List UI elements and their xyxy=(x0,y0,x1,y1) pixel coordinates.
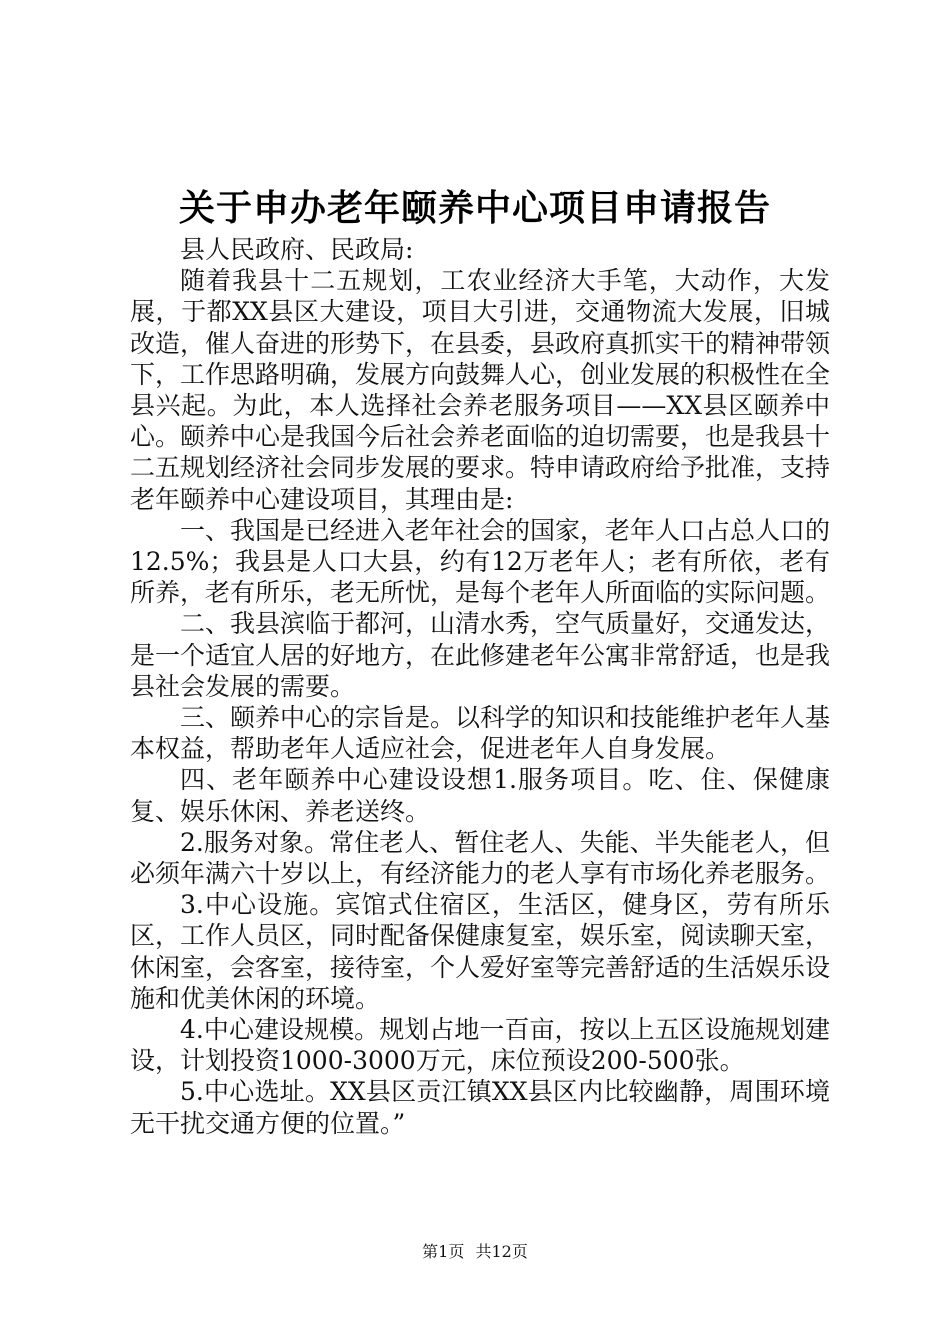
body-paragraph-reason-4: 四、老年颐养中心建设设想1.服务项目。吃、住、保健康复、娱乐休闲、养老送终。 xyxy=(130,765,830,826)
body-paragraph-item-4: 4.中心建设规模。规划占地一百亩，按以上五区设施规划建设，计划投资1000-3000万元，床位预设200-500张。 xyxy=(130,1015,830,1076)
body-paragraph-item-2: 2.服务对象。常住老人、暂住老人、失能、半失能老人，但必须年满六十岁以上，有经济能力的老人享有市场化养老服务。 xyxy=(130,827,831,889)
page-total: 共12页 xyxy=(475,1242,528,1261)
body-paragraph-reason-2: 二、我县滨临于都河，山清水秀，空气质量好，交通发达，是一个适宜人居的好地方，在此修建老年公寓非常舒适，也是我县社会发展的需要。 xyxy=(130,609,831,701)
page-number: 第1页 xyxy=(422,1242,465,1261)
body-paragraph-item-5: 5.中心选址。XX县区贡江镇XX县区内比较幽静，周围环境无干扰交通方便的位置。” xyxy=(130,1077,830,1138)
document-body xyxy=(130,234,830,1139)
body-paragraph-item-3: 3.中心设施。宾馆式住宿区，生活区，健身区，劳有所乐区，工作人员区，同时配备保健康复室，娱乐室，阅读聊天室，休闲室，会客室，接待室，个人爱好室等完善舒适的生活娱乐设施和优美休闲的环境。 xyxy=(130,890,831,1013)
body-paragraph-reason-1: 一、我国是已经进入老年社会的国家，老年人口占总人口的12.5%；我县是人口大县，约有12万老年人；老有所依，老有所养，老有所乐，老无所忧，是每个老年人所面临的实际问题。 xyxy=(130,515,831,608)
page-footer xyxy=(0,1240,950,1264)
document-title: 关于申办老年颐养中心项目申请报告 xyxy=(178,187,771,229)
salutation: 县人民政府、民政局: xyxy=(180,235,414,264)
body-paragraph-intro: 随着我县十二五规划，工农业经济大手笔，大动作，大发展，于都XX县区大建设，项目大引进，交通物流大发展，旧城改造，催人奋进的形势下，在县委，县政府真抓实干的精神带领下，工作思路明确，发展方向鼓舞人心，创业发展的积极性在全县兴起。为此，本人选择社会养老服务项目——XX县区颐养中心。颐养中心是我国今后社会养老面临的迫切需要，也是我县十二五规划经济社会同步发展的要求。特申请政府给予批准，支持老年颐养中心建设项目，其理由是: xyxy=(130,266,831,514)
body-paragraph-reason-3: 三、颐养中心的宗旨是。以科学的知识和技能维护老年人基本权益，帮助老年人适应社会，促进老年人自身发展。 xyxy=(130,703,831,764)
